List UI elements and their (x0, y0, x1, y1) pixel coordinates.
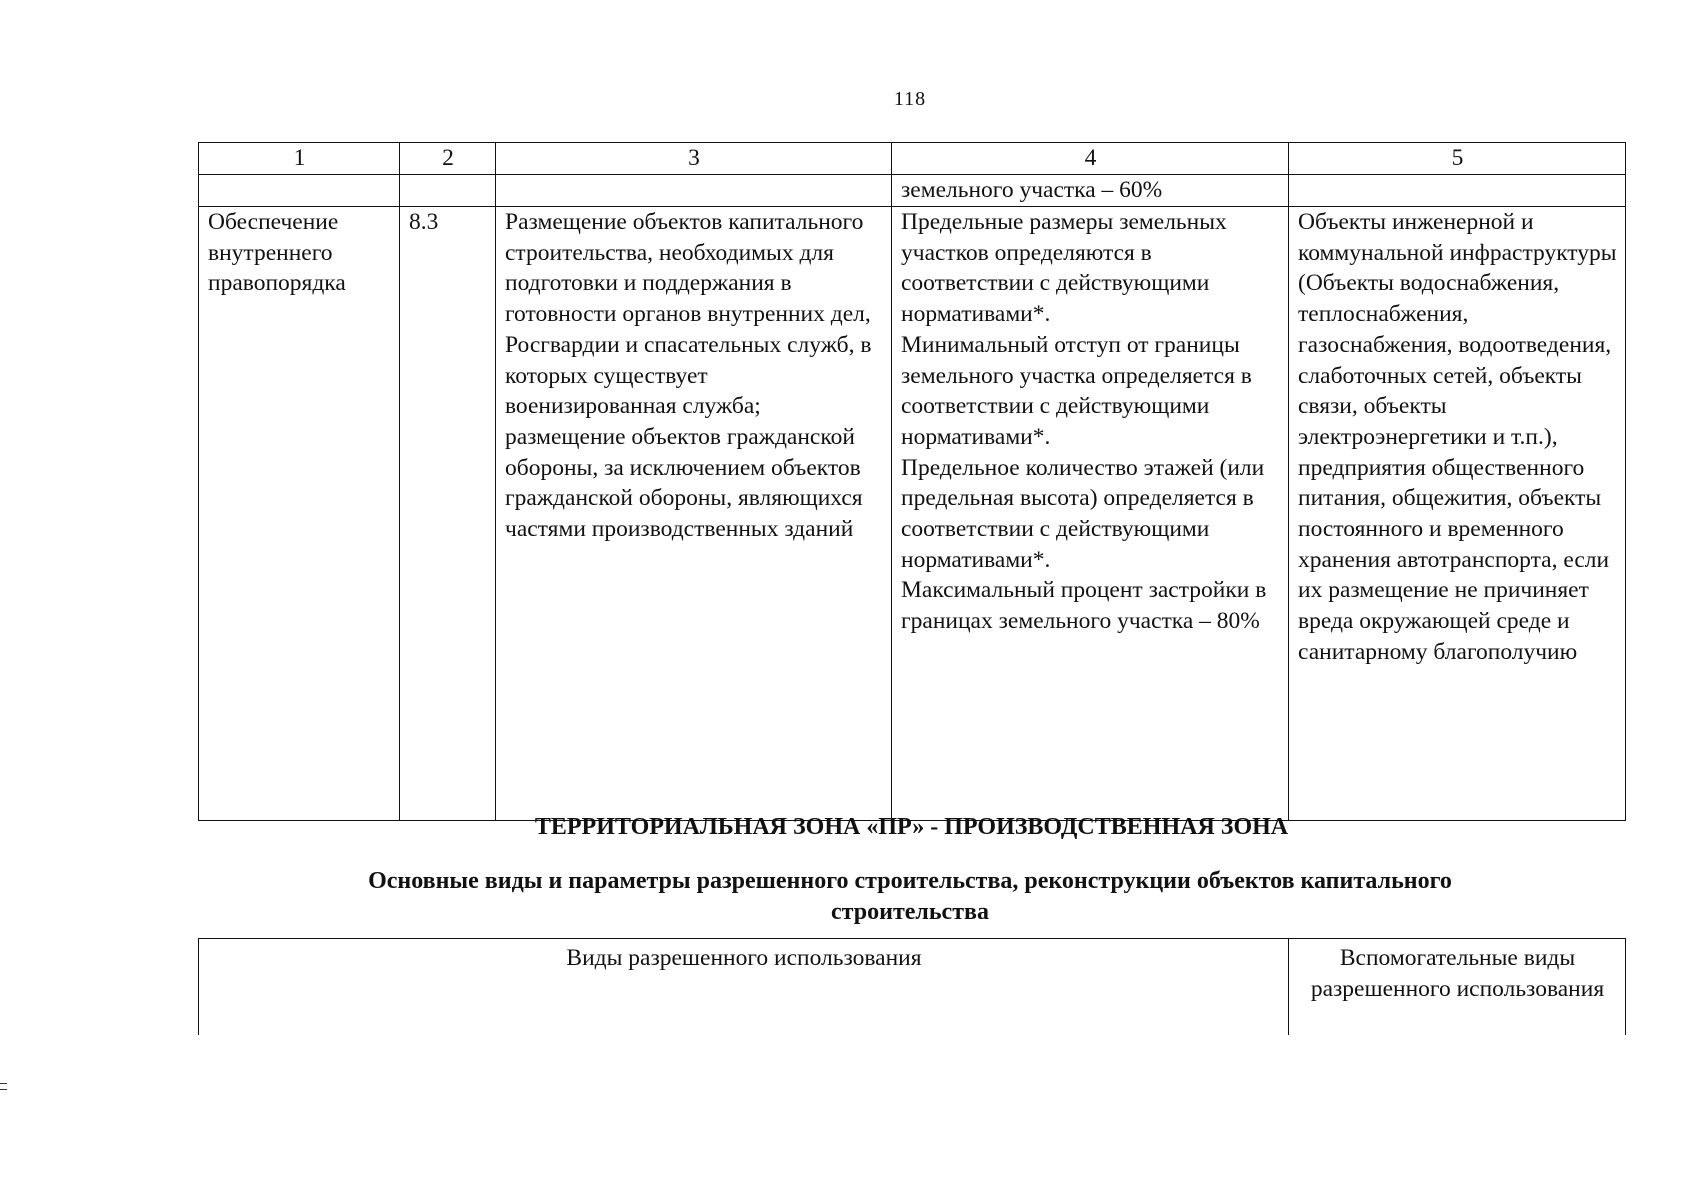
use-type-name: Обеспечение внутреннего правопорядка (199, 207, 400, 821)
header-cell: 1 (199, 143, 400, 175)
continuation-row (199, 175, 1626, 207)
main-uses-header: Виды разрешенного использования (199, 939, 1289, 1036)
page-number: 118 (893, 88, 927, 110)
zone-subtitle: Основные виды и параметры разрешенного строительства, реконструкции объектов капитального строительства (368, 868, 1452, 925)
table-cell (496, 175, 892, 207)
header-cell: 4 (892, 143, 1289, 175)
header-cell: 5 (1289, 143, 1626, 175)
header-cell: 3 (496, 143, 892, 175)
table-header-row (199, 143, 1626, 175)
table-header-row (199, 939, 1626, 1036)
zone-title: ТЕРРИТОРИАЛЬНАЯ ЗОНА «ПР» - ПРОИЗВОДСТВЕННАЯ ЗОНА (534, 814, 1289, 840)
auxiliary-uses: Объекты инженерной и коммунальной инфраструктуры (Объекты водоснабжения, теплоснабжения, газоснабжения, водоотведения, слаботочных сетей, объекты связи, объекты электроэнергетики и т.п.), предприятия общественного питания, общежития, объекты постоянного и временного хранения автотранспорта, если их размещение не причиняет вреда окружающей среде и санитарному благополучию (1289, 207, 1626, 821)
table-cell (1289, 175, 1626, 207)
land-use-table (198, 142, 1626, 821)
use-type-description: Размещение объектов капитального строительства, необходимых для подготовки и поддержания в готовности органов внутренних дел, Росгвардии и спасательных служб, в которых существует военизированная служба; размещение объектов гражданской обороны, за исключением объектов гражданской обороны, являющихся частями производственных зданий (496, 207, 892, 821)
table-cell (199, 175, 400, 207)
auxiliary-uses-header: Вспомогательные виды разрешенного использования (1289, 939, 1626, 1036)
scan-edge-mark (0, 1083, 7, 1090)
header-cell: 2 (400, 143, 496, 175)
use-type-code: 8.3 (400, 207, 496, 821)
table-row (199, 207, 1626, 821)
zone-uses-table (198, 938, 1626, 1035)
table-cell (400, 175, 496, 207)
use-type-parameters: Предельные размеры земельных участков определяются в соответствии с действующими нормативами*. Минимальный отступ от границы земельного участка определяется в соответствии с действующими нормативами*. Предельное количество этажей (или предельная высота) определяется в соответствии с действующими нормативами*. Максимальный процент застройки в границах земельного участка – 80% (892, 207, 1289, 821)
table-cell: земельного участка – 60% (892, 175, 1289, 207)
